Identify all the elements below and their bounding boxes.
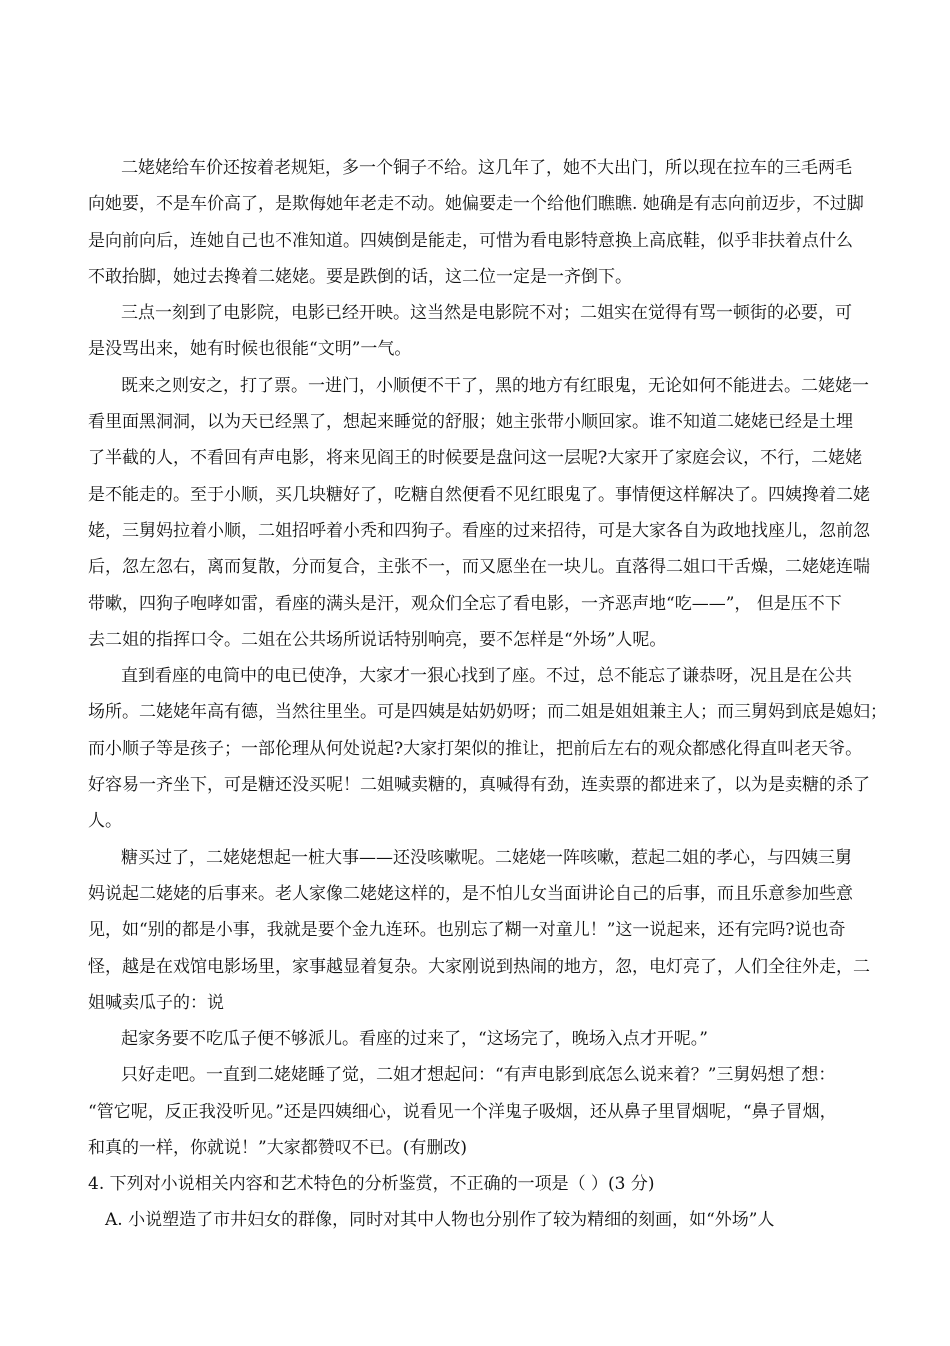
text-line: 起家务要不吃瓜子便不够派儿。看座的过来了，“这场完了，晚场入点才开呢。” xyxy=(121,1029,708,1050)
paragraph-2 xyxy=(88,295,864,368)
text-line: 姐喊卖瓜子的：说 xyxy=(88,992,224,1013)
text-line: “管它呢，反正我没听见。”还是四姨细心，说看见一个洋鬼子吸烟，还从鼻子里冒烟呢，“鼻子冒烟， xyxy=(88,1101,837,1122)
text-line: 妈说起二姥姥的后事来。老人家像二姥姥这样的，是不怕儿女当面讲论自己的后事，而且乐意参加些意 xyxy=(88,883,853,904)
text-line: 姥，三舅妈拉着小顺，二姐招呼着小秃和四狗子。看座的过来招待，可是大家各自为政地找座儿，忽前忽 xyxy=(88,520,870,541)
document-page xyxy=(88,150,887,1238)
text-line: 不敢抬脚，她过去搀着二姥姥。要是跌倒的话，这二位一定是一齐倒下。 xyxy=(88,266,632,287)
text-line: 怪，越是在戏馆电影场里，家事越显着复杂。大家刚说到热闹的地方，忽，电灯亮了，人们全往外走，二 xyxy=(88,956,870,977)
text-line: 向她要，不是车价高了，是欺侮她年老走不动。她偏要走一个给他们瞧瞧. 她确是有志向前迈步，不过脚 xyxy=(88,194,864,215)
text-line: 见，如“别的都是小事，我就是要个金九连环。也别忘了糊一对童儿！”这一说起来，还有完吗?说也奇 xyxy=(88,920,846,941)
text-line: 人。 xyxy=(88,811,122,832)
text-line: 直到看座的电筒中的电已使净，大家才一狠心找到了座。不过，总不能忘了谦恭呀，况且是在公共 xyxy=(121,666,852,687)
text-line: 糖买过了，二姥姥想起一桩大事——还没咳嗽呢。二姥姥一阵咳嗽，惹起二姐的孝心，与四姨三舅 xyxy=(121,847,852,868)
text-line: 二姥姥给车价还按着老规矩，多一个铜子不给。这几年了，她不大出门，所以现在拉车的三毛两毛 xyxy=(121,158,852,178)
paragraph-7 xyxy=(88,1057,864,1166)
text-line: 既来之则安之，打了票。一进门，小顺便不干了，黑的地方有红眼鬼，无论如何不能进去。二姥姥一 xyxy=(121,375,869,396)
paragraph-6 xyxy=(88,1021,864,1057)
text-line: 是不能走的。至于小顺，买几块糖好了，吃糖自然便看不见红眼鬼了。事情便这样解决了。四姨搀着二姥 xyxy=(88,484,870,505)
paragraph-3 xyxy=(88,368,870,658)
text-line: 去二姐的指挥口令。二姐在公共场所说话特别响亮，要不怎样是“外场”人呢。 xyxy=(88,629,667,650)
text-line: 看里面黑洞洞，以为天已经黑了，想起来睡觉的舒服；她主张带小顺回家。谁不知道二姥姥已经是土埋 xyxy=(88,412,853,433)
text-line: 而小顺子等是孩子；一部伦理从何处说起?大家打架似的推让，把前后左右的观众都感化得直叫老天爷。 xyxy=(88,738,863,759)
paragraph-4 xyxy=(88,658,887,839)
text-line: 了半截的人，不看回有声电影，将来见阎王的时候要是盘问这一层呢?大家开了家庭会议，不行，二姥姥 xyxy=(88,448,863,469)
text-line: 后，忽左忽右，离而复散，分而复合，主张不一，而又愿坐在一块儿。直落得二姐口干舌燥，二姥姥连喘 xyxy=(88,557,870,578)
text-line: 带嗽，四狗子咆哮如雷，看座的满头是汗，观众们全忘了看电影，一齐恶声地“吃——”， 但是压不下 xyxy=(88,593,842,614)
text-line: 是向前向后，连她自己也不准知道。四姨倒是能走，可惜为看电影特意换上高底鞋，似乎非扶着点什么 xyxy=(88,230,853,251)
question-4: 4. 下列对小说相关内容和艺术特色的分析鉴赏，不正确的一项是（ ）(3 分) xyxy=(88,1174,655,1195)
text-line: 是没骂出来，她有时候也很能“文明”一气。 xyxy=(88,339,412,360)
paragraph-1 xyxy=(88,150,864,295)
paragraph-5 xyxy=(88,840,870,1021)
text-line: 好容易一齐坐下，可是糖还没买呢！二姐喊卖糖的，真喊得有劲，连卖票的都进来了，以为是卖糖的杀了 xyxy=(88,775,870,796)
text-line: 三点一刻到了电影院，电影已经开映。这当然是电影院不对；二姐实在觉得有骂一顿街的必要，可 xyxy=(121,303,852,324)
option-a: A. 小说塑造了市井妇女的群像，同时对其中人物也分别作了较为精细的刻画，如“外场”人 xyxy=(105,1210,775,1231)
text-line: 场所。二姥姥年高有德，当然往里坐。可是四姨是姑奶奶呀；而二姐是姐姐兼主人；而三舅妈到底是媳妇； xyxy=(88,702,887,723)
text-line: 和真的一样，你就说！”大家都赞叹不已。(有删改) xyxy=(88,1138,467,1159)
text-line: 只好走吧。一直到二姥姥睡了觉，二姐才想起问：“有声电影到底怎么说来着？”三舅妈想了想： xyxy=(121,1065,836,1086)
